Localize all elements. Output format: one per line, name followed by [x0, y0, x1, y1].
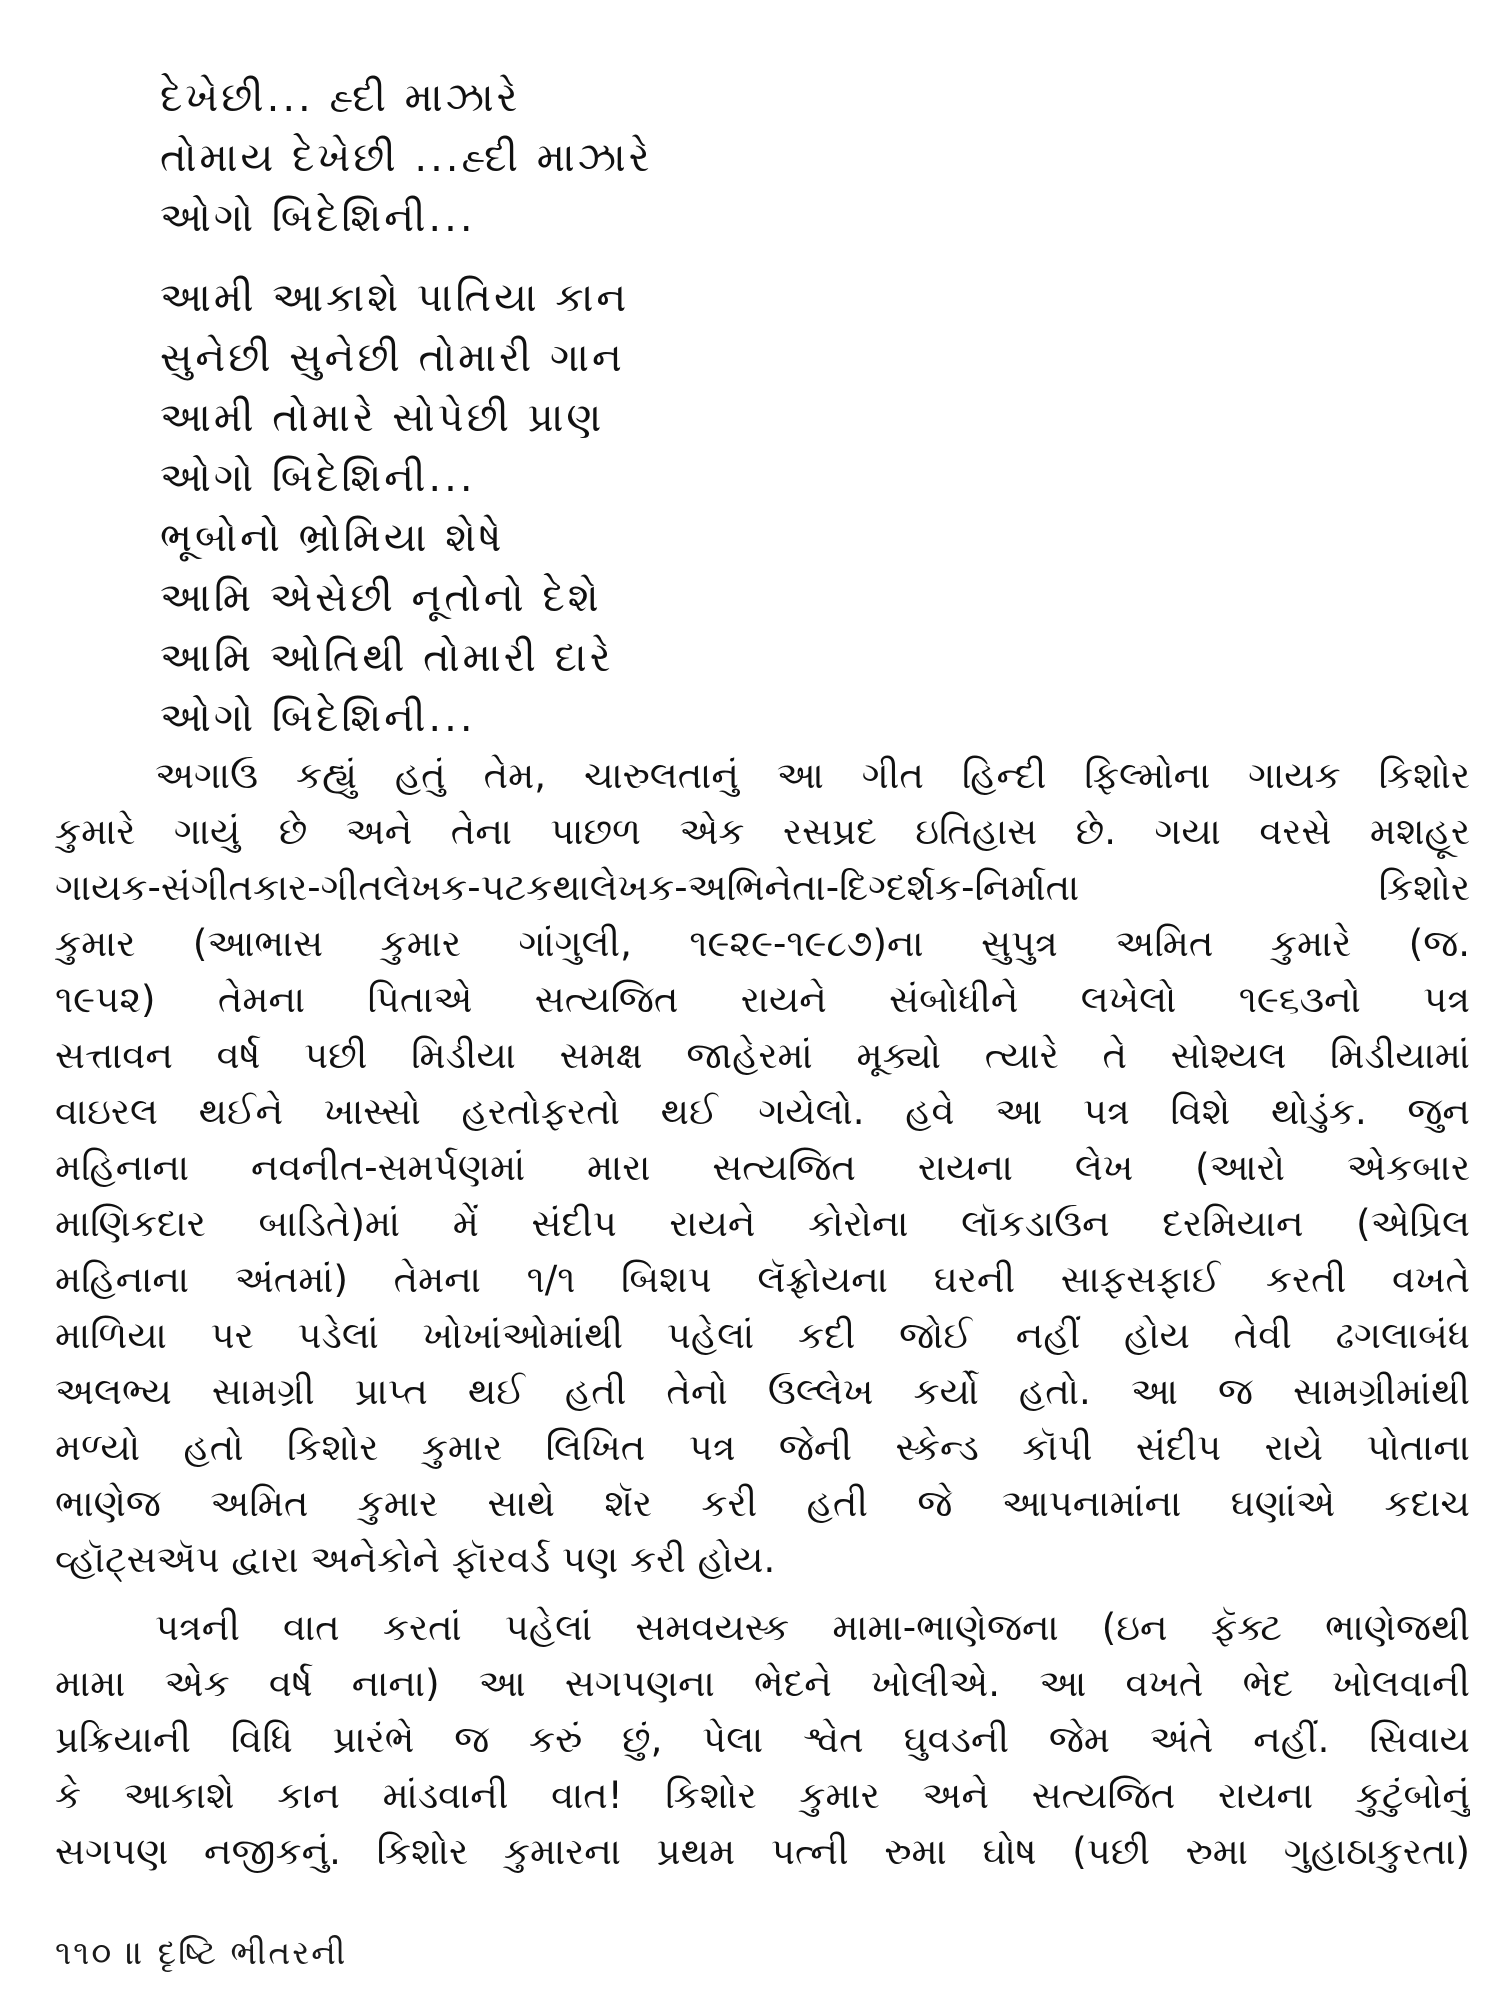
- poem-line: આમિ ઓતિથી તોમારી દારે: [160, 635, 614, 681]
- paragraph-line: માણિકદાર બાડિતે)માં મેં સંદીપ રાયને કોરોના લૉકડાઉન દરમિયાન (એપ્રિલ: [55, 1202, 1470, 1245]
- paragraph-line: ભાણેજ અમિત કુમાર સાથે શૅર કરી હતી જે આપનામાંના ઘણાંએ કદાચ: [55, 1482, 1470, 1525]
- paragraph-line: પ્રક્રિયાની વિધિ પ્રારંભે જ કરું છું, પેલા શ્વેત ઘુવડની જેમ અંતે નહીં. સિવાય: [55, 1718, 1470, 1761]
- paragraph-line: અગાઉ કહ્યું હતું તેમ, ચારુલતાનું આ ગીત હિન્દી ફિલ્મોના ગાયક કિશોર: [155, 754, 1470, 797]
- poem-stanza-3: [160, 508, 1060, 748]
- paragraph-line: વ્હૉટ્સઍપ દ્વારા અનેકોને ફૉરવર્ડ પણ કરી હોય.: [55, 1538, 776, 1581]
- paragraph-line: મામા એક વર્ષ નાના) આ સગપણના ભેદને ખોલીએ. આ વખતે ભેદ ખોલવાની: [55, 1662, 1470, 1705]
- poem-line: તોમાય દેખેછી ...હ્દી માઝારે: [160, 135, 653, 181]
- paragraph-line: સગપણ નજીકનું. કિશોર કુમારના પ્રથમ પત્ની રુમા ઘોષ (પછી રુમા ગુહાઠાકુરતા): [55, 1830, 1470, 1873]
- page-footer: [55, 1930, 347, 1976]
- paragraph-line: માળિયા પર પડેલાં ખોખાંઓમાંથી પહેલાં કદી જોઈ નહીં હોય તેવી ઢગલાબંધ: [55, 1314, 1470, 1357]
- poem-line: ઓગો બિદેશિની...: [160, 695, 476, 741]
- book-title: દૃષ્ટિ ભીતરની: [157, 1933, 348, 1972]
- poem-line: સુનેછી સુનેછી તોમારી ગાન: [160, 335, 625, 381]
- poem-stanza-1: [160, 68, 1060, 248]
- paragraph-line: વાઇરલ થઈને ખાસ્સો હરતોફરતો થઈ ગયેલો. હવે આ પત્ર વિશે થોડુંક. જુન: [55, 1090, 1470, 1133]
- page-number: ૧૧૦: [55, 1933, 114, 1972]
- poem-stanza-2: [160, 268, 1060, 508]
- paragraph-line: મહિનાના નવનીત-સમર્પણમાં મારા સત્યજિત રાયના લેખ (આરો એકબાર: [55, 1146, 1470, 1189]
- footer-separator: ॥: [125, 1933, 146, 1972]
- poem-line: આમિ એસેછી નૂતોનો દેશે: [160, 575, 602, 621]
- paragraph-line: કુમાર (આભાસ કુમાર ગાંગુલી, ૧૯૨૯-૧૯૮૭)ના સુપુત્ર અમિત કુમારે (જ.: [55, 922, 1470, 965]
- paragraph-1: [55, 748, 1470, 1588]
- poem-line: ઓગો બિદેશિની...: [160, 455, 476, 501]
- paragraph-line: મળ્યો હતો કિશોર કુમાર લિખિત પત્ર જેની સ્કેન્ડ કૉપી સંદીપ રાયે પોતાના: [55, 1426, 1470, 1469]
- paragraph-line: ગાયક-સંગીતકાર-ગીતલેખક-પટકથાલેખક-અભિનેતા-દિગ્દર્શક-નિર્માતા કિશોર: [55, 866, 1470, 909]
- paragraph-line: કુમારે ગાયું છે અને તેના પાછળ એક રસપ્રદ ઇતિહાસ છે. ગયા વરસે મશહૂર: [55, 810, 1470, 853]
- paragraph-line: પત્રની વાત કરતાં પહેલાં સમવયસ્ક મામા-ભાણેજના (ઇન ફૅક્ટ ભાણેજથી: [155, 1606, 1470, 1649]
- poem-line: આમી તોમારે સોપેછી પ્રાણ: [160, 395, 605, 441]
- paragraph-line: ૧૯૫૨) તેમના પિતાએ સત્યજિત રાયને સંબોધીને લખેલો ૧૯૬૩નો પત્ર: [55, 978, 1470, 1021]
- poem-line: દેખેછી... હ્દી માઝારે: [160, 75, 521, 121]
- paragraph-line: અલભ્ય સામગ્રી પ્રાપ્ત થઈ હતી તેનો ઉલ્લેખ કર્યો હતો. આ જ સામગ્રીમાંથી: [55, 1370, 1470, 1413]
- paragraph-line: કે આકાશે કાન માંડવાની વાત! કિશોર કુમાર અને સત્યજિત રાયના કુટુંબોનું: [55, 1774, 1470, 1817]
- poem-line: ઓગો બિદેશિની...: [160, 195, 476, 241]
- paragraph-line: મહિનાના અંતમાં) તેમના ૧/૧ બિશપ લૅફ્રોયના ઘરની સાફસફાઈ કરતી વખતે: [55, 1258, 1470, 1301]
- paragraph-2: [55, 1600, 1470, 1880]
- poem-line: આમી આકાશે પાતિયા કાન: [160, 275, 630, 321]
- paragraph-line: સત્તાવન વર્ષ પછી મિડીયા સમક્ષ જાહેરમાં મૂક્યો ત્યારે તે સોશ્યલ મિડીયામાં: [55, 1034, 1470, 1077]
- poem-line: ભૂબોનો ભ્રોમિયા શેષે: [160, 515, 505, 561]
